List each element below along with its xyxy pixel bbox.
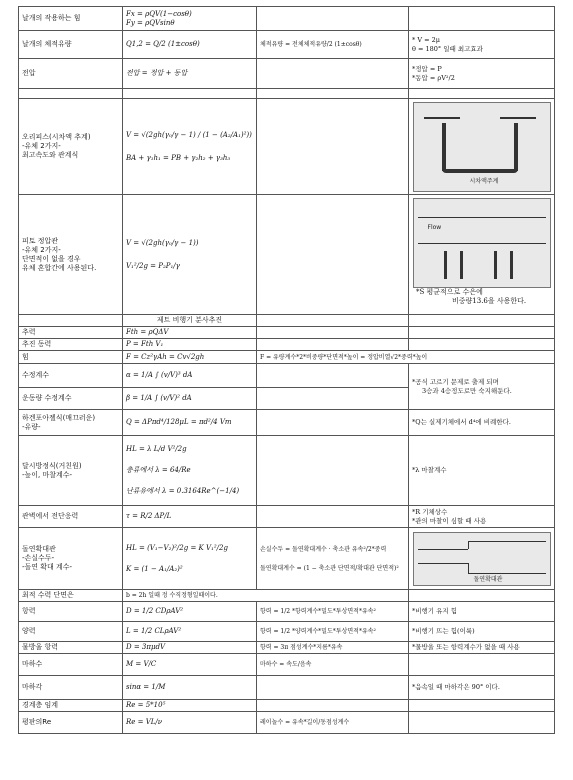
section-header: 제트 비행기 분사추진 [123,315,257,327]
formula: 층류에서 λ = 64/Re [126,466,191,474]
row-label: 돌연확대관 -손실수두- -돌연 확대 계수- [19,528,123,590]
table-row [19,712,555,734]
row-label: 전압 [19,59,123,89]
note [409,7,555,31]
formula: V = √(2gh(γ₀/γ − 1)) [126,238,199,247]
formula: Fth = ρQΔV [123,327,257,339]
formula: D = 3πμdV [123,642,257,654]
desc [257,59,409,89]
table-row [19,528,555,590]
note-line: 비중량13.6을 사용한다. [452,297,527,305]
note: *물방울 또는 항력계수가 없을 때 사용 [409,642,555,654]
note: *음속일 때 마하각은 90° 이다. [409,676,555,700]
formula: Fy = ρQVsinθ [126,18,175,27]
desc [257,7,409,31]
note-line: θ = 180° 일때 최고효과 [412,44,483,53]
desc: 레이놀수 = 유속*길이/동점성계수 [257,712,409,734]
table-row [19,676,555,700]
row-label: 항력 [19,602,123,622]
table-row [19,89,555,99]
formula-table [18,6,555,734]
row-label: 양력 [19,622,123,642]
desc: 돌연확대계수 = (1 − 축소관 단면적/확대관 단면적)² [260,564,399,572]
row-label: 운동량 수정계수 [19,388,123,410]
table-row [19,436,555,506]
note-line: *관의 마찰이 심할 때 사용 [412,516,487,525]
desc: 손실수두 = 돌연확대계수 · 축소관 유속²/2*중력 [260,545,387,553]
formula: 전압 = 정압 + 동압 [126,69,188,77]
formula: F = Cz²γAh = Cv√2gh [123,351,257,364]
table-row [19,339,555,351]
formula: sinα = 1/M [123,676,257,700]
row-label: 최적 수력 단면은 [19,590,123,602]
note-line: *S 평균적으로 수은에 [416,288,483,296]
desc: 항력 = 3π 점성계수*지름*유속 [257,642,409,654]
image-caption: 돌연확대관 [473,575,503,583]
row-label: 마하각 [19,676,123,700]
desc: F = 유량계수*2*비중량*단면적*높이 = 정압비열√2*중력*높이 [257,351,555,364]
row-label: 추력 [19,327,123,339]
desc: 마하수 = 속도/음속 [257,654,409,676]
formula: Fx = ρQV(1−cosθ) [126,9,192,18]
table-row [19,364,555,388]
row-label: 관벽에서 전단응력 [19,506,123,528]
note: *Q는 실제기체에서 d⁴에 비례한다. [409,410,555,436]
formula: β = 1/A ∫ (v/V)² dA [123,388,257,410]
note-line: *정압 = P [412,64,442,73]
row-label: 경계층 임계 [19,700,123,712]
table-row [19,506,555,528]
formula: V₁²/2g = P₂P₁/γ [126,261,180,270]
formula: Re = VL/ν [123,712,257,734]
desc: 항력 = 1/2 *항력계수*밀도*투상면적*유속² [257,602,409,622]
row-label: 평판의Re [19,712,123,734]
table-row [19,602,555,622]
table-row [19,590,555,602]
table-row [19,31,555,59]
formula: V = √(2gh(γ₀/γ − 1) / (1 − (A₂/A₁)²)) [126,130,252,139]
sudden-expansion-image [413,532,551,586]
row-label: 힘 [19,351,123,364]
note-line: *R 기체상수 [412,507,448,516]
table-row [19,59,555,89]
formula: BA + γ₁h₁ = PB + γ₂h₂ + γ₃h₃ [126,153,231,162]
table-row [19,99,555,195]
note: *비행기 뜨는 힘(이륙) [409,622,555,642]
note: *비행기 유지 힘 [409,602,555,622]
table-row [19,622,555,642]
note-line: *동압 = ρV²/2 [412,73,455,82]
row-label: 피토 정압관 -유체 2가지- 단면적이 없을 경우 유체 혼합간에 사용된다. [19,195,123,315]
row-label: 마하수 [19,654,123,676]
formula: HL = (V₁−V₂)²/2g = K V₁²/2g [126,543,228,552]
note-line: 3승과 4승정도로만 숙지해둔다. [422,386,512,395]
table-row [19,351,555,364]
note-line: *공식 고르기 문제로 출제 되며 [412,377,499,386]
manometer-image [413,102,551,192]
formula: α = 1/A ∫ (v/V)³ dA [123,364,257,388]
table-row [19,654,555,676]
row-label: 날개의 작용하는 힘 [19,7,123,31]
row-label: 하겐포아젤식(매끄러운) -유량- [19,410,123,436]
table-row [19,327,555,339]
table-row [19,642,555,654]
image-caption: 시차액주계 [469,177,499,185]
table-row [19,195,555,315]
table-row [19,700,555,712]
formula: D = 1/2 CDρAV² [123,602,257,622]
pitot-tube-image [413,198,551,288]
formula: L = 1/2 CLρAV² [123,622,257,642]
image-caption: Flow [427,224,442,231]
table-row [19,410,555,436]
row-label: 추진 동력 [19,339,123,351]
formula: τ = R/2 ΔP/L [123,506,257,528]
note-line: * V = 2μ [412,35,440,44]
row-label: 물방울 항력 [19,642,123,654]
formula: M = V/C [123,654,257,676]
formula: Q = ΔPπd⁴/128μL = πd²/4 Vm [123,410,257,436]
formula: P = Fth V₁ [123,339,257,351]
formula: Re = 5*10⁵ [123,700,257,712]
formula: K = (1 − A₁/A₂)² [126,564,183,573]
note: *λ 마찰계수 [409,436,555,506]
row-label: 달시방정식(거친원) -높이, 마찰계수- [19,436,123,506]
table-row [19,315,555,327]
table-row [19,7,555,31]
row-label: 오리피스(시차액 추계) -유체 2가지- 최고속도와 관계식 [19,99,123,195]
formula: HL = λ L/d V²/2g [126,445,187,453]
row-label: 날개의 체적유량 [19,31,123,59]
desc: 체적유량 = 전체체적유량/2 (1±cosθ) [257,31,409,59]
row-label: 수정계수 [19,364,123,388]
formula: Q1,2 = Q/2 (1±cosθ) [126,40,200,48]
desc: 항력 = 1/2 *양력계수*밀도*투상면적*유속² [257,622,409,642]
formula: 난류유에서 λ = 0.3164Re^(−1/4) [126,487,240,495]
formula: b = 2h 일때 정 수직정형일때이다. [123,590,409,602]
